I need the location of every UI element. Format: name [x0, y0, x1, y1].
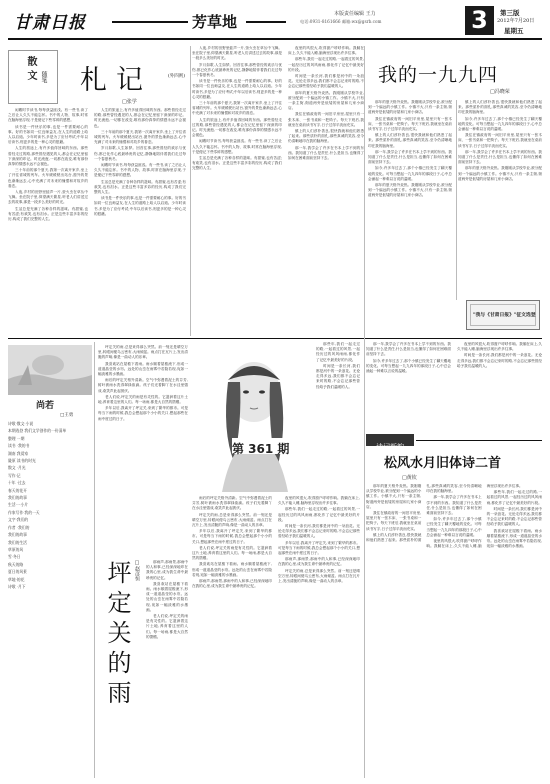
- list-item: 整理 一期: [8, 435, 25, 441]
- article-title-pingding: 坪定关的雨: [103, 560, 131, 710]
- newspaper-logo: 甘肃日报: [14, 13, 86, 33]
- list-item: 秋天的路: [8, 561, 24, 567]
- article-body-pingding-col1: 坪定关的雨,总是来得那么突然。前一刻还是晴空万里,转眼间便乌云密布,大雨倾盆。雨点打在瓦片上,发出清脆的声响,像是一曲动人的乐章。 我喜欢站在屋檐下看雨。雨水顺着屋檐流下,形成一道道晶莹的水帘。远处的山峦在雨雾中若隐若现,宛如一幅淡雅的水墨画。 雨后的坪定关格外清新。空气中弥漫着泥土的芬芳,树叶被雨水洗得翠绿欲滴。孩子们光着脚丫在水洼里嬉戏,欢笑声此起彼伏。 老人们说,坪定关的雨是有灵性的。它滋润着这片土地,养育着这里的人们。每一场雨,都是大自然的馈赠。 多年以后,我离开了坪定关,来到了繁华的都市。可是每当下雨的时候,我总会想起那个小小的关口,想起那些在雨中度过的日子。: [98, 345, 188, 421]
- right-text-upper: 那一年,我学会了许多在书本上学不到的东西。我知道了什么是责任,什么是担当,也懂得了如何在困难面前坚持下去。 如今,许多年过去了,那个小镇已经发生了翻天覆地的变化。可每当想起一九九四年的那段日子,心中总会涌起一种难以言说的温暖。 夜里的风很大,吹得窗户呼呼作响。我躺在床上,久久不能入睡,脑海里浮现出许多往事。 时间是一条长河,我们都是河中的一朵浪花。无论走得多远,我们都不会忘记来时的路,不会忘记那些曾经给予我们温暖的人。: [366, 342, 542, 374]
- list-item: 春天的花开: [8, 487, 27, 493]
- article-body-1994-col2: 镇上的人们淳朴善良,很快我就和他们熟悉了起来。那些质朴的面孔,那些真诚的笑容,至今仍清晰地印在我的脑海里。 如今,许多年过去了,那个小镇已经发生了翻天覆地的变化。可每当想起一九九四年的那段日子,心中总会涌起一种难以言说的温暖。 我住在镇政府的一间旧平房里,屋里只有一张木床、一张书桌和一把椅子。每天下班后,我就坐在桌前读书写字,日子过得平淡而充实。 那一年,我学会了许多在书本上学不到的东西。我知道了什么是责任,什么是担当,也懂得了如何在困难面前坚持下去。 那年的夏天格外炎热。我刚刚从学校毕业,被分配到一个偏远的小镇工作。小镇不大,只有一条主街,街道两旁是低矮的房屋和几家小商店。: [458, 100, 542, 181]
- photo-caption-sub: □王勇: [60, 413, 74, 418]
- list-item: 本期选登 我们文学创作的一份清单: [8, 428, 67, 434]
- list-item: 我们的故事: [8, 495, 27, 501]
- page-number-box: [465, 6, 494, 35]
- article-body-zhaji-col1: 闲暇时节读书,每每获益匪浅。有一些书,读了之后让人久久不能忘怀。书中的人物、故事,时常在脑海里浮现,于是便记下些零碎的感想。 读书是一件快乐的事,也是一件需要耐心的事。好的书如同一位良师益友,在人生的道路上给人以启迪。少年时读书,多是为了应付考试;中年以后读书,则更多的是一种心灵的慰藉。 人生的旅途上,有许多值得回味的东西。那些曾经走过的路,那些曾经遇见的人,都会在记忆里留下深深的印记。时光流逝,一切都在改变,唯有那份真挚的情感永远不会褪色。 三十年前的那个夏天,我第一次离开家乡,坐上了开往省城的列车。火车缓缓驶出站台,窗外的景色渐渐远去,心中充满了对未来的憧憬和对故乡的眷恋。 入夜,乡村的田野里蛙声一片,萤火虫在草丛中飞舞。坐在院子里,仰望满天繁星,听老人们讲述过去的故事,那是一段多么美好的时光。 生活总是充满了各种各样的滋味。有甜蜜,也有苦涩;有欢笑,也有泪水。正是这些丰富多彩的经历,构成了我们完整的人生。: [8, 108, 88, 222]
- illustration-portrait: [192, 342, 312, 492]
- list-item: 陇原 读书的时光: [8, 458, 36, 464]
- editor-line: 本版责任编辑 王力: [334, 11, 376, 17]
- center-right-text: 那些年,我们一起走过的路,一起看过的风景,一起经历过的风风雨雨,都化作了记忆中最美好的片段。 时间是一条长河,我们都是河中的一朵浪花。无论走得多远,我们都不会忘记来时的路,不会忘记那些曾经给予我们温暖的人。: [316, 342, 360, 389]
- edition-label: 第三版: [500, 9, 520, 17]
- article-title-1994: 我的一九九四: [378, 64, 499, 86]
- contest-box: [466, 300, 540, 330]
- article-body-zhaji-col2: 人生的旅途上,有许多值得回味的东西。那些曾经走过的路,那些曾经遇见的人,都会在记忆里留下深深的印记。时光流逝,一切都在改变,唯有那份真挚的情感永远不会褪色。 三十年前的那个夏天,我第一次离开家乡,坐上了开往省城的列车。火车缓缓驶出站台,窗外的景色渐渐远去,心中充满了对未来的憧憬和对故乡的眷恋。 岁月如歌,人生如梦。回首往事,那些曾经的欢乐与忧伤,都已化作心底最珍贵的记忆,静静地陪伴着我们走过每一个春夏秋冬。 闲暇时节读书,每每获益匪浅。有一些书,读了之后让人久久不能忘怀。书中的人物、故事,时常在脑海里浮现,于是便记下些零碎的感想。 生活总是充满了各种各样的滋味。有甜蜜,也有苦涩;有欢笑,也有泪水。正是这些丰富多彩的经历,构成了我们完整的人生。 读书是一件快乐的事,也是一件需要耐心的事。好的书如同一位良师益友,在人生的道路上给人以启迪。少年时读书,多是为了应付考试;中年以后读书,则更多的是一种心灵的慰藉。: [94, 108, 186, 216]
- list-item: 作家写作·我的一天: [8, 509, 40, 515]
- list-item: 湖南 我爱家: [8, 450, 29, 456]
- list-item: 夏日的风景: [8, 569, 27, 575]
- list-item: 作者 ·我们的: [8, 524, 30, 530]
- contest-box-text: "我与《甘肃日报》"征文选登: [473, 312, 536, 318]
- article-body-zhaji-col3: 入夜,乡村的田野里蛙声一片,萤火虫在草丛中飞舞。坐在院子里,仰望满天繁星,听老人们讲述过去的故事,那是一段多么美好的时光。 岁月如歌,人生如梦。回首往事,那些曾经的欢乐与忧伤,都已化作心底最珍贵的记忆,静静地陪伴着我们走过每一个春夏秋冬。 读书是一件快乐的事,也是一件需要耐心的事。好的书如同一位良师益友,在人生的道路上给人以启迪。少年时读书,多是为了应付考试;中年以后读书,则更多的是一种心灵的慰藉。 三十年前的那个夏天,我第一次离开家乡,坐上了开往省城的列车。火车缓缓驶出站台,窗外的景色渐渐远去,心中充满了对未来的憧憬和对故乡的眷恋。 人生的旅途上,有许多值得回味的东西。那些曾经走过的路,那些曾经遇见的人,都会在记忆里留下深深的印记。时光流逝,一切都在改变,唯有那份真挚的情感永远不会褪色。 闲暇时节读书,每每获益匪浅。有一些书,读了之后让人久久不能忘怀。书中的人物、故事,时常在脑海里浮现,于是便记下些零碎的感想。 生活总是充满了各种各样的滋味。有甜蜜,也有苦涩;有欢笑,也有泪水。正是这些丰富多彩的经历,构成了我们完整的人生。: [192, 46, 282, 171]
- poem-header-bar: [366, 434, 542, 451]
- list-item: 诗歌·散文·小说: [8, 421, 34, 426]
- portrait-graphic: [192, 342, 312, 492]
- issue-label-text: 第 361 期: [232, 442, 290, 456]
- contact-line: 电话:0931-8161666 邮箱:wx@gsrb.com: [300, 19, 382, 24]
- list-item: 写作·记: [8, 472, 21, 478]
- article-author-zhaji: □张学: [122, 99, 137, 105]
- article-title-zhaji: 札记: [80, 65, 152, 96]
- photo-illustration: [8, 345, 92, 395]
- list-item: 文字·我们的: [8, 517, 29, 523]
- section-title: 芳草地: [192, 13, 238, 31]
- list-item: 我们的故事: [8, 532, 27, 538]
- list-item: 生活·一小片: [8, 502, 29, 508]
- poem-body: 那年的夏天格外炎热。我刚刚从学校毕业,被分配到一个偏远的小镇工作。小镇不大,只有一条主街,街道两旁是低矮的房屋和几家小商店。 我住在镇政府的一间旧平房里,屋里只有一张木床、一张书桌和一把椅子。每天下班后,我就坐在桌前读书写字,日子过得平淡而充实。 镇上的人们淳朴善良,很快我就和他们熟悉了起来。那些质朴的面孔,那些真诚的笑容,至今仍清晰地印在我的脑海里。 那一年,我学会了许多在书本上学不到的东西。我知道了什么是责任,什么是担当,也懂得了如何在困难面前坚持下去。 如今,许多年过去了,那个小镇已经发生了翻天覆地的变化。可每当想起一九九四年的那段日子,心中总会涌起一种难以言说的温暖。 夜里的风很大,吹得窗户呼呼作响。我躺在床上,久久不能入睡,脑海里浮现出许多往事。 那些年,我们一起走过的路,一起看过的风景,一起经历过的风风雨雨,都化作了记忆中最美好的片段。 时间是一条长河,我们都是河中的一朵浪花。无论走得多远,我们都不会忘记来时的路,不会忘记那些曾经给予我们温暖的人。 我喜欢站在屋檐下看雨。雨水顺着屋檐流下,形成一道道晶莹的水帘。远处的山峦在雨雾中若隐若现,宛如一幅淡雅的水墨画。: [366, 484, 542, 549]
- banner-title: 散文: [25, 56, 36, 84]
- poem-author: □黄钦: [402, 475, 417, 481]
- center-text-bottom: 雨后的坪定关格外清新。空气中弥漫着泥土的芬芳,树叶被雨水洗得翠绿欲滴。孩子们光着脚丫在水洼里嬉戏,欢笑声此起彼伏。 坪定关的雨,总是来得那么突然。前一刻还是晴空万里,转眼间便乌云密布,大雨倾盆。雨点打在瓦片上,发出清脆的声响,像是一曲动人的乐章。 多年以后,我离开了坪定关,来到了繁华的都市。可是每当下雨的时候,我总会想起那个小小的关口,想起那些在雨中度过的日子。 老人们说,坪定关的雨是有灵性的。它滋润着这片土地,养育着这里的人们。每一场雨,都是大自然的馈赠。 我喜欢站在屋檐下看雨。雨水顺着屋檐流下,形成一道道晶莹的水帘。远处的山峦在雨雾中若隐若现,宛如一幅淡雅的水墨画。 那雨声,那雨景,那雨中的人和事,已经深深地印在我的心里,成为我生命中最珍贵的记忆。: [192, 496, 272, 589]
- list-item: 草原的风: [8, 546, 24, 552]
- center-text-top: 夜里的风很大,吹得窗户呼呼作响。我躺在床上,久久不能入睡,脑海里浮现出许多往事。 那些年,我们一起走过的路,一起看过的风景,一起经历过的风风雨雨,都化作了记忆中最美好的片段。 时间是一条长河,我们都是河中的一朵浪花。无论走得多远,我们都不会忘记来时的路,不会忘记那些曾经给予我们温暖的人。 那年的夏天格外炎热。我刚刚从学校毕业,被分配到一个偏远的小镇工作。小镇不大,只有一条主街,街道两旁是低矮的房屋和几家小商店。 我住在镇政府的一间旧平房里,屋里只有一张木床、一张书桌和一把椅子。每天下班后,我就坐在桌前读书写字,日子过得平淡而充实。 镇上的人们淳朴善良,很快我就和他们熟悉了起来。那些质朴的面孔,那些真诚的笑容,至今仍清晰地印在我的脑海里。 那一年,我学会了许多在书本上学不到的东西。我知道了什么是责任,什么是担当,也懂得了如何在困难面前坚持下去。: [288, 46, 364, 161]
- poem-header-text: 诗词新韵: [376, 443, 404, 451]
- article-author-1994: □冯晓荣: [490, 89, 510, 95]
- list-item: 雪·冬日: [8, 554, 21, 560]
- issue-label: [232, 438, 306, 454]
- date-label: 2012年7月20日: [497, 18, 535, 24]
- poem-header-label: [366, 434, 414, 451]
- list-item: 诗歌 ·月下: [8, 583, 26, 589]
- list-item: 散文 ·月光: [8, 465, 26, 471]
- center-text-bottom-2: 夜里的风很大,吹得窗户呼呼作响。我躺在床上,久久不能入睡,脑海里浮现出许多往事。 那些年,我们一起走过的路,一起看过的风景,一起经历过的风风雨雨,都化作了记忆中最美好的片段。 时间是一条长河,我们都是河中的一朵浪花。无论走得多远,我们都不会忘记来时的路,不会忘记那些曾经给予我们温暖的人。 多年以后,我离开了坪定关,来到了繁华的都市。可是每当下雨的时候,我总会想起那个小小的关口,想起那些在雨中度过的日子。 那雨声,那雨景,那雨中的人和事,已经深深地印在我的心里,成为我生命中最珍贵的记忆。 坪定关的雨,总是来得那么突然。前一刻还是晴空万里,转眼间便乌云密布,大雨倾盆。雨点打在瓦片上,发出清脆的声响,像是一曲动人的乐章。: [278, 496, 360, 584]
- list-item: 我们的生活: [8, 539, 27, 545]
- weekday-label: 星期五: [504, 27, 524, 35]
- article-author-pingding: □赵彦恒: [134, 560, 140, 581]
- page-number: 3: [471, 6, 488, 34]
- column-banner: [8, 50, 58, 104]
- masthead: [0, 0, 550, 44]
- photo-caption: 尚若: [36, 401, 55, 411]
- list-item: 十年 ·过去: [8, 480, 26, 486]
- list-item: 读书 ·我的书: [8, 443, 30, 449]
- article-body-1994-col1: 那年的夏天格外炎热。我刚刚从学校毕业,被分配到一个偏远的小镇工作。小镇不大,只有一条主街,街道两旁是低矮的房屋和几家小商店。 我住在镇政府的一间旧平房里,屋里只有一张木床、一张书桌和一把椅子。每天下班后,我就坐在桌前读书写字,日子过得平淡而充实。 镇上的人们淳朴善良,很快我就和他们熟悉了起来。那些质朴的面孔,那些真诚的笑容,至今仍清晰地印在我的脑海里。 那一年,我学会了许多在书本上学不到的东西。我知道了什么是责任,什么是担当,也懂得了如何在困难面前坚持下去。 如今,许多年过去了,那个小镇已经发生了翻天覆地的变化。可每当想起一九九四年的那段日子,心中总会涌起一种难以言说的温暖。 那年的夏天格外炎热。我刚刚从学校毕业,被分配到一个偏远的小镇工作。小镇不大,只有一条主街,街道两旁是低矮的房屋和几家小商店。: [368, 100, 452, 198]
- left-list: [8, 420, 90, 778]
- banner-subtitle: 随笔: [40, 71, 47, 83]
- poem-title: 松风水月旧体诗二首: [384, 456, 502, 471]
- photo: [8, 345, 92, 395]
- article-tag-zhaji: (外四则): [168, 74, 186, 79]
- list-item: 草地·的花: [8, 576, 25, 582]
- article-body-pingding-col2: 那雨声,那雨景,那雨中的人和事,已经深深地印在我的心里,成为我生命中最珍贵的记忆。 我喜欢站在屋檐下看雨。雨水顺着屋檐流下,形成一道道晶莹的水帘。远处的山峦在雨雾中若隐若现,宛如一幅淡雅的水墨画。 老人们说,坪定关的雨是有灵性的。它滋润着这片土地,养育着这里的人们。每一场雨,都是大自然的馈赠。: [146, 560, 188, 639]
